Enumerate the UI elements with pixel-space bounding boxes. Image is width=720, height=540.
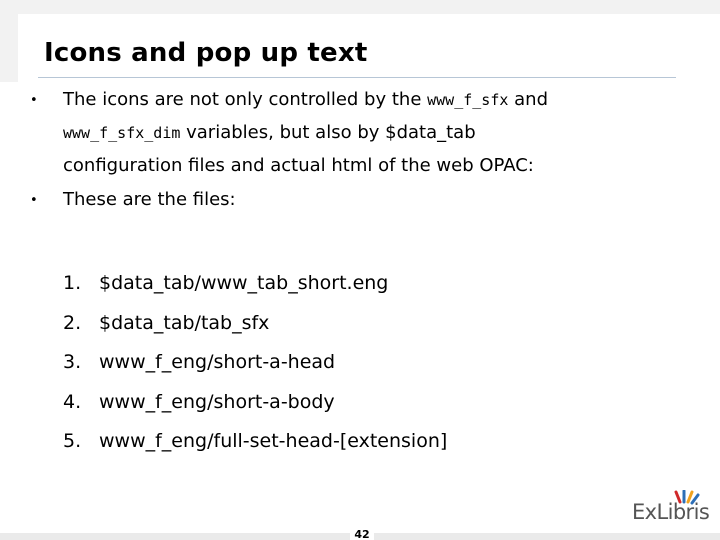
logo-wordmark: ExLibris (632, 500, 710, 524)
file-list-item (63, 430, 447, 452)
file-path: $data_tab/www_tab_short.eng (99, 272, 389, 294)
file-list-item (63, 351, 335, 373)
file-path: www_f_eng/short-a-head (99, 351, 336, 373)
bullet-1-line-1 (63, 89, 548, 110)
bullet-1-line-2 (63, 122, 476, 143)
bullet-2-text: These are the files: (63, 189, 236, 210)
list-number: 5. (63, 430, 82, 452)
file-path: $data_tab/tab_sfx (99, 312, 270, 334)
file-list-item (63, 272, 388, 294)
file-list-item (63, 312, 269, 334)
page-number: 42 (350, 528, 374, 540)
file-list-item (63, 391, 335, 413)
exlibris-logo (632, 490, 710, 526)
bullet-text: configuration files and actual html of the web OPAC: (63, 155, 534, 176)
bullet-text: and (508, 89, 548, 110)
list-number: 1. (63, 272, 82, 294)
bullet-marker: • (30, 93, 38, 108)
bullet-marker: • (30, 193, 38, 208)
slide-title: Icons and pop up text (44, 38, 368, 68)
title-divider (38, 77, 676, 78)
file-path: www_f_eng/short-a-body (99, 391, 335, 413)
bullet-text: variables, but also by $data_tab (180, 122, 476, 143)
list-number: 3. (63, 351, 82, 373)
bullet-1-line-3 (63, 155, 534, 176)
code-variable: www_f_sfx_dim (63, 124, 181, 142)
bullet-text: The icons are not only controlled by the (63, 89, 428, 110)
list-number: 2. (63, 312, 82, 334)
list-number: 4. (63, 391, 82, 413)
code-variable: www_f_sfx (427, 91, 509, 109)
file-path: www_f_eng/full-set-head-[extension] (99, 430, 448, 452)
